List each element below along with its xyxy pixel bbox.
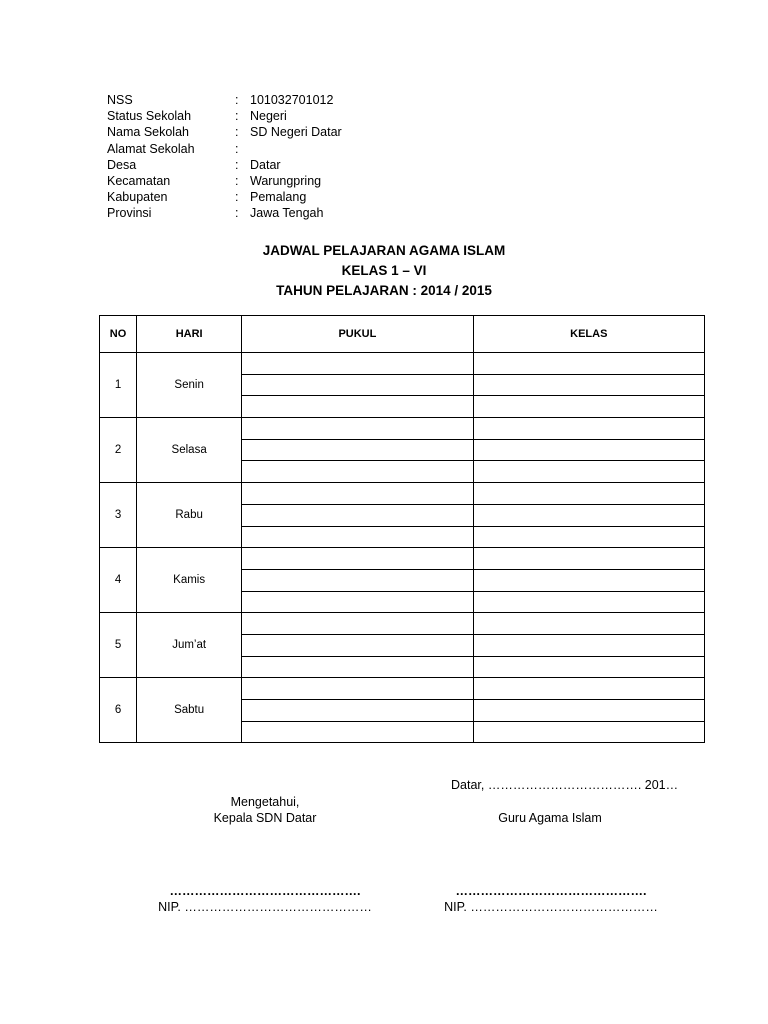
info-colon: : xyxy=(235,173,239,188)
cell-no: 2 xyxy=(100,418,137,483)
cell-hari: Senin xyxy=(137,353,242,418)
cell-pukul[interactable] xyxy=(242,634,473,656)
title-line-1: JADWAL PELAJARAN AGAMA ISLAM xyxy=(262,243,506,258)
info-row-kecamatan xyxy=(107,173,342,189)
table-header-row xyxy=(100,316,705,353)
cell-no: 1 xyxy=(100,353,137,418)
cell-pukul[interactable] xyxy=(242,613,473,635)
info-label: Kabupaten xyxy=(107,190,168,205)
table-row xyxy=(100,613,705,635)
cell-pukul[interactable] xyxy=(242,418,473,440)
info-row-nss xyxy=(107,92,342,108)
info-colon: : xyxy=(235,157,239,172)
cell-pukul[interactable] xyxy=(242,353,473,375)
cell-kelas[interactable] xyxy=(473,374,704,396)
info-label: Alamat Sekolah xyxy=(107,141,195,156)
cell-kelas[interactable] xyxy=(473,396,704,418)
cell-pukul[interactable] xyxy=(242,569,473,591)
info-value: SD Negeri Datar xyxy=(250,125,342,140)
signature-left xyxy=(170,794,360,826)
cell-kelas[interactable] xyxy=(473,656,704,678)
cell-pukul[interactable] xyxy=(242,656,473,678)
header-no: NO xyxy=(100,316,137,353)
cell-pukul[interactable] xyxy=(242,396,473,418)
table-row xyxy=(100,548,705,570)
info-value: Jawa Tengah xyxy=(250,206,324,221)
info-label: Nama Sekolah xyxy=(107,125,189,140)
cell-hari: Sabtu xyxy=(137,678,242,743)
school-info xyxy=(107,92,342,222)
cell-hari: Kamis xyxy=(137,548,242,613)
cell-no: 4 xyxy=(100,548,137,613)
info-value: Warungpring xyxy=(250,173,322,188)
table-row xyxy=(100,353,705,375)
right-name-dots: ………………………………………. xyxy=(455,884,647,898)
cell-kelas[interactable] xyxy=(473,353,704,375)
cell-kelas[interactable] xyxy=(473,721,704,743)
cell-kelas[interactable] xyxy=(473,613,704,635)
info-label: NSS xyxy=(107,93,133,107)
cell-kelas[interactable] xyxy=(473,418,704,440)
info-row-nama xyxy=(107,124,342,140)
info-colon: : xyxy=(235,206,239,221)
cell-hari: Jum’at xyxy=(137,613,242,678)
cell-kelas[interactable] xyxy=(473,526,704,548)
date-line: Datar, ………………………………. 201… xyxy=(451,778,679,792)
table-row xyxy=(100,418,705,440)
cell-no: 3 xyxy=(100,483,137,548)
cell-pukul[interactable] xyxy=(242,591,473,613)
cell-pukul[interactable] xyxy=(242,374,473,396)
cell-kelas[interactable] xyxy=(473,678,704,700)
cell-pukul[interactable] xyxy=(242,439,473,461)
title-line-3: TAHUN PELAJARAN : 2014 / 2015 xyxy=(276,283,492,298)
right-nip: NIP. ……………………………………… xyxy=(444,900,658,914)
info-row-provinsi xyxy=(107,205,342,221)
cell-pukul[interactable] xyxy=(242,526,473,548)
info-value: Datar xyxy=(250,157,281,172)
cell-pukul[interactable] xyxy=(242,548,473,570)
signature-left-name xyxy=(150,883,380,915)
cell-no: 5 xyxy=(100,613,137,678)
cell-kelas[interactable] xyxy=(473,548,704,570)
header-kelas: KELAS xyxy=(473,316,704,353)
signature-right-name xyxy=(436,883,666,915)
info-colon: : xyxy=(235,93,239,107)
info-colon: : xyxy=(235,141,239,156)
cell-kelas[interactable] xyxy=(473,634,704,656)
left-signature-line-1: Mengetahui, xyxy=(230,795,300,809)
document-title xyxy=(0,241,768,301)
info-value: 101032701012 xyxy=(250,93,334,107)
header-hari: HARI xyxy=(137,316,242,353)
cell-kelas[interactable] xyxy=(473,461,704,483)
cell-no: 6 xyxy=(100,678,137,743)
cell-pukul[interactable] xyxy=(242,461,473,483)
info-label: Kecamatan xyxy=(107,173,171,188)
cell-kelas[interactable] xyxy=(473,700,704,722)
info-colon: : xyxy=(235,190,239,205)
info-colon: : xyxy=(235,109,239,124)
header-pukul: PUKUL xyxy=(242,316,473,353)
cell-kelas[interactable] xyxy=(473,591,704,613)
title-line-2: KELAS 1 – VI xyxy=(341,263,427,278)
cell-hari: Rabu xyxy=(137,483,242,548)
cell-pukul[interactable] xyxy=(242,700,473,722)
info-value: Pemalang xyxy=(250,190,307,205)
left-nip: NIP. ……………………………………… xyxy=(158,900,372,914)
info-row-status xyxy=(107,108,342,124)
info-colon: : xyxy=(235,125,239,140)
info-row-kabupaten xyxy=(107,189,342,205)
left-signature-line-2: Kepala SDN Datar xyxy=(213,811,317,825)
cell-hari: Selasa xyxy=(137,418,242,483)
schedule-table xyxy=(99,315,705,743)
cell-kelas[interactable] xyxy=(473,483,704,505)
table-row xyxy=(100,678,705,700)
cell-pukul[interactable] xyxy=(242,483,473,505)
info-row-desa xyxy=(107,157,342,173)
info-value: Negeri xyxy=(250,109,287,124)
cell-pukul[interactable] xyxy=(242,678,473,700)
info-label: Provinsi xyxy=(107,206,152,221)
info-label: Desa xyxy=(107,157,137,172)
left-name-dots: ………………………………………. xyxy=(169,884,361,898)
cell-kelas[interactable] xyxy=(473,504,704,526)
cell-kelas[interactable] xyxy=(473,569,704,591)
signature-right-title: Guru Agama Islam xyxy=(498,811,602,825)
cell-pukul[interactable] xyxy=(242,504,473,526)
cell-kelas[interactable] xyxy=(473,439,704,461)
cell-pukul[interactable] xyxy=(242,721,473,743)
info-label: Status Sekolah xyxy=(107,109,192,124)
info-row-alamat xyxy=(107,141,342,157)
table-row xyxy=(100,483,705,505)
